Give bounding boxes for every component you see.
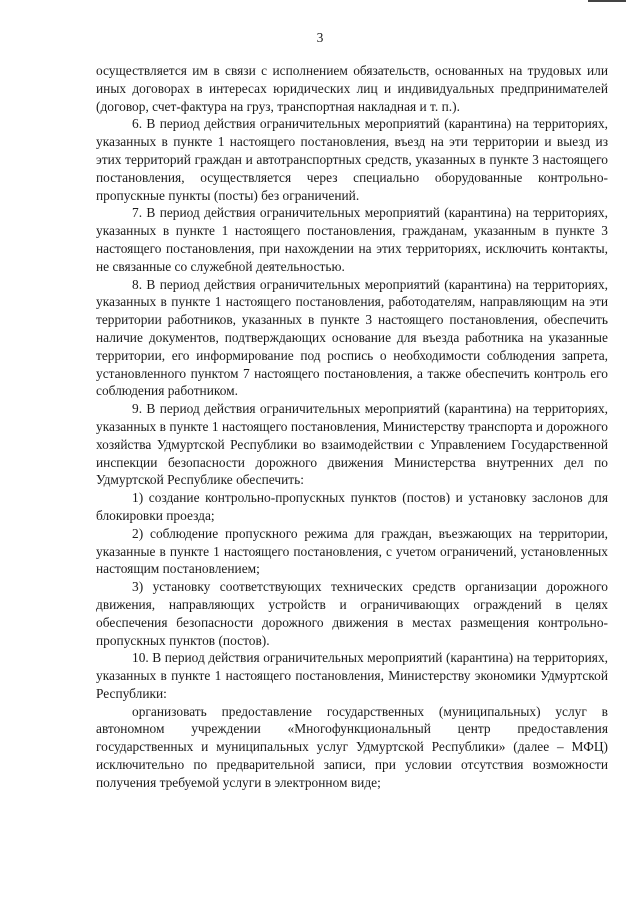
paragraph-item-7: 7. В период действия ограничительных мероприятий (карантина) на территориях, указанных в пункте 1 настоящего постановления, гражданам, указанным в пункте 3 настоящего постановления, при нахождении на этих территориях, исключить контакты, не связанные со служебной деятельностью. <box>96 205 608 274</box>
subitem-9-2: 2) соблюдение пропускного режима для граждан, въезжающих на территории, указанные в пункте 1 настоящего постановления, с учетом ограничений, установленных настоящим постановлением; <box>96 525 608 577</box>
paragraph-item-6: 6. В период действия ограничительных мероприятий (карантина) на территориях, указанных в пункте 1 настоящего постановления, въезд на эти территории и выезд из этих территорий граждан и автотранспортных средств, указанных в пункте 3 настоящего постановления, осуществляется через специально оборудованные контрольно-пропускные пункты (посты) без ограничений. <box>96 116 608 203</box>
subitem-9-1: 1) создание контрольно-пропускных пунктов (постов) и установку заслонов для блокировки проезда; <box>96 490 608 523</box>
page-number: 3 <box>316 30 324 45</box>
paragraph-item-8: 8. В период действия ограничительных мероприятий (карантина) на территориях, указанных в пункте 1 настоящего постановления, работодателям, направляющим на эти территории работников, указанных в пункте 3 настоящего постановления, обеспечить наличие документов, подтверждающих основание для въезда работника на указанные территории, его информирование под роспись о необходимости соблюдения запрета, установленного пунктом 7 настоящего постановления, а также обеспечить контроль его соблюдения работником. <box>96 276 608 399</box>
paragraph-continuation: осуществляется им в связи с исполнением обязательств, основанных на трудовых или иных договорах в интересах юридических лиц и индивидуальных предпринимателей (договор, счет-фактура на груз, транспортная накладная и т. п.). <box>96 63 608 114</box>
paragraph-item-9: 9. В период действия ограничительных мероприятий (карантина) на территориях, указанных в пункте 1 настоящего постановления, Министерству транспорта и дорожного хозяйства Удмуртской Республики во взаимодействии с Управлением Государственной инспекции безопасности дорожного движения Министерства внутренних дел по Удмуртской Республике обеспечить: <box>96 401 608 488</box>
corner-scan-mark <box>588 0 626 2</box>
subitem-9-3: 3) установку соответствующих технических средств организации дорожного движения, направляющих устройств и ограничивающих ограждений в целях обеспечения безопасности дорожного движения в местах размещения контрольно-пропускных пунктов (постов). <box>96 579 608 648</box>
paragraph-item-10: 10. В период действия ограничительных мероприятий (карантина) на территориях, указанных в пункте 1 настоящего постановления, Министерству экономики Удмуртской Республики: <box>96 650 608 701</box>
document-body <box>96 62 608 792</box>
subitem-10-mfc: организовать предоставление государственных (муниципальных) услуг в автономном учреждении «Многофункциональный центр предоставления государственных и муниципальных услуг Удмуртской Республики» (далее – МФЦ) исключительно по предварительной записи, при условии отсутствия возможности получения требуемой услуги в электронном виде; <box>96 703 608 790</box>
